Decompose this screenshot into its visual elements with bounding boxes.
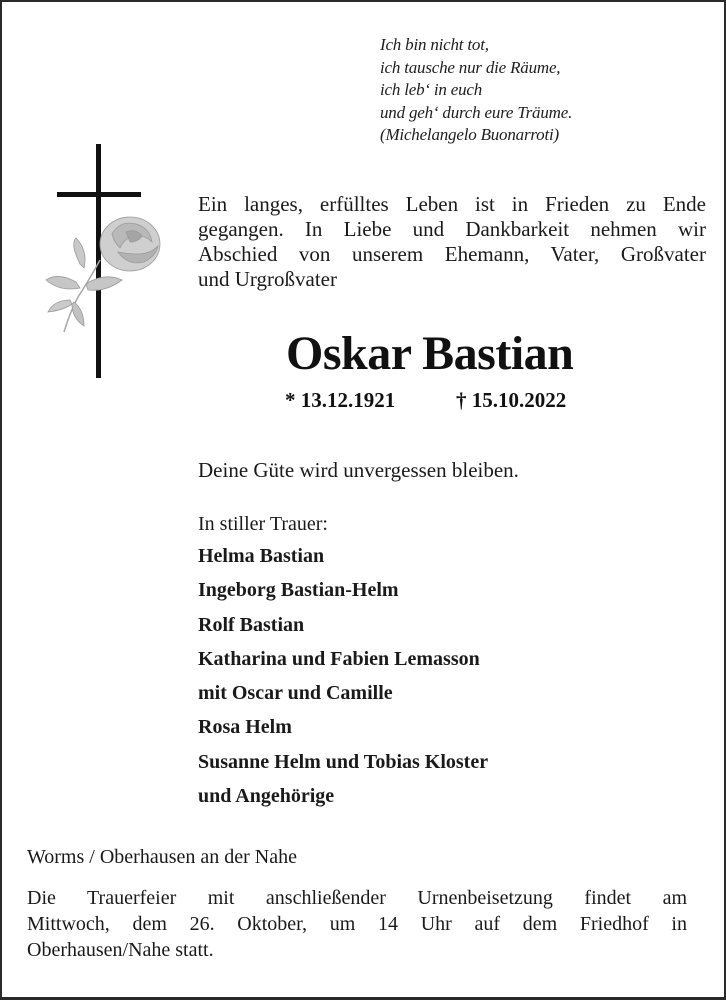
quote-line: ich tausche nur die Räume,	[380, 57, 561, 77]
service-line: Oberhausen/Nahe statt.	[27, 939, 214, 961]
cross-icon	[40, 142, 170, 382]
remembrance-text: Deine Güte wird unvergessen bleiben.	[198, 458, 519, 482]
rose-icon	[46, 217, 160, 332]
death-date: † 15.10.2022	[456, 388, 567, 412]
quote-line: Ich bin nicht tot,	[380, 35, 489, 54]
mourners-label: In stiller Trauer:	[198, 513, 328, 535]
deceased-name: Oskar Bastian	[286, 327, 574, 380]
place-line: Worms / Oberhausen an der Nahe	[27, 846, 297, 868]
mourner-name: Rolf Bastian	[198, 613, 305, 636]
quote-line: und geh‘ durch eure Träume.	[380, 102, 573, 122]
mourner-name: Ingeborg Bastian-Helm	[198, 579, 399, 602]
cross-with-rose	[40, 142, 170, 382]
intro-text	[198, 192, 706, 292]
mourners-list	[198, 510, 488, 813]
quote-block	[380, 34, 572, 147]
intro-line: Ein langes, erfülltes Leben ist in Frieden zu Ende	[198, 192, 706, 216]
mourner-name: mit Oscar und Camille	[198, 682, 393, 705]
mourner-name: Helma Bastian	[198, 545, 325, 567]
service-info	[27, 885, 687, 963]
birth-date: * 13.12.1921	[285, 388, 396, 412]
mourner-name: Rosa Helm	[198, 716, 292, 739]
mourner-name: und Angehörige	[198, 785, 335, 808]
intro-line: gegangen. In Liebe und Dankbarkeit nehmen wir	[198, 217, 706, 241]
mourner-name: Katharina und Fabien Lemasson	[198, 647, 480, 670]
intro-line: und Urgroßvater	[198, 267, 337, 291]
intro-line: Abschied von unserem Ehemann, Vater, Großvater	[198, 242, 706, 266]
mourner-name: Susanne Helm und Tobias Kloster	[198, 750, 489, 773]
service-line: Mittwoch, dem 26. Oktober, um 14 Uhr auf dem Friedhof in	[27, 913, 687, 935]
quote-attribution: (Michelangelo Buonarroti)	[380, 125, 559, 144]
quote-line: ich leb‘ in euch	[380, 80, 483, 99]
service-line: Die Trauerfeier mit anschließender Urnenbeisetzung findet am	[27, 887, 687, 909]
